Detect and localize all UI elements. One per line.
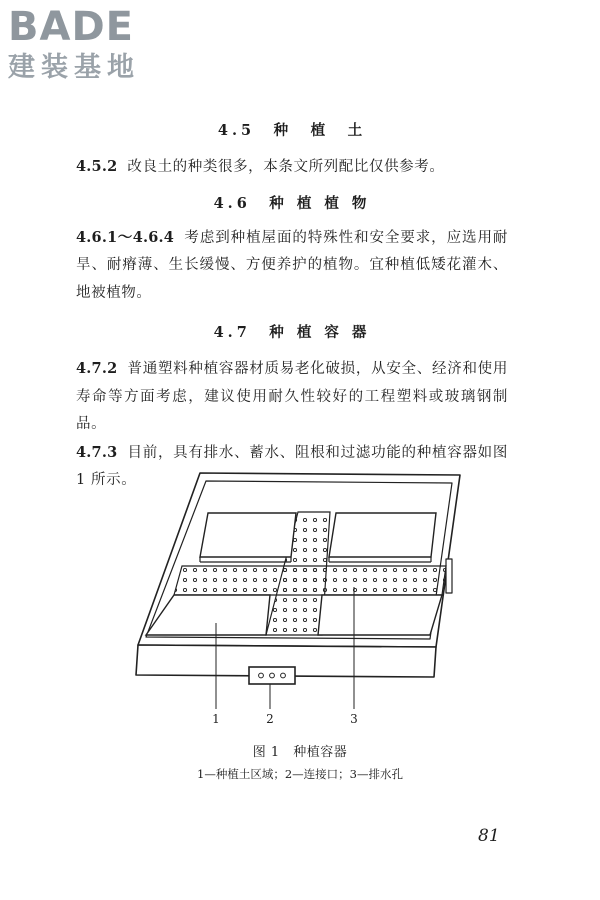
clause-text: 考虑到种植屋面的特殊性和安全要求，应选用耐旱、耐瘠薄、生长缓慢、方便养护的植物。宜种植低矮花灌木、地被植物。	[76, 229, 508, 301]
clause-text: 改良土的种类很多，本条文所列配比仅供参考。	[127, 159, 445, 175]
connection-port	[249, 667, 295, 684]
side-port	[446, 559, 452, 593]
clause-4-5-2	[76, 153, 508, 182]
section-heading-4-6: 4.6 种 植 植 物	[213, 194, 371, 212]
clause-text: 普通塑料种植容器材质易老化破损，从安全、经济和使用寿命等方面考虑，建议使用耐久性较好的工程塑料或玻璃钢制品。	[76, 361, 508, 432]
section-heading-4-5: 4.5 种 植 土	[217, 122, 367, 139]
callout-3: 3	[350, 712, 358, 726]
clause-number: 4.5.2	[76, 158, 118, 175]
callout-1: 1	[212, 712, 220, 726]
logo-tagline: 建装基地	[8, 52, 140, 83]
clause-4-6-1-to-4-6-4	[76, 224, 508, 308]
clause-number: 4.7.3	[76, 443, 118, 461]
figure-title: 图 1 种植容器	[252, 745, 348, 760]
soil-area-bottom-right	[318, 595, 442, 635]
figure-legend: 1—种植土区域；2—连接口；3—排水孔	[197, 767, 403, 781]
drainage-channel-horizontal	[174, 566, 446, 595]
logo-text: BADE	[8, 4, 134, 50]
page-number: 81	[478, 826, 500, 846]
clause-number: 4.6.1～4.6.4	[76, 228, 175, 246]
clause-4-7-2	[76, 355, 508, 439]
clause-text: 目前，具有排水、蓄水、阻根和过滤功能的种植容器如图 1 所示。	[76, 444, 508, 488]
clause-number: 4.7.2	[76, 360, 118, 377]
watermark-logo	[8, 4, 140, 84]
callout-2: 2	[266, 712, 274, 726]
soil-area-top-right	[329, 513, 436, 557]
soil-area-top-left	[200, 513, 296, 557]
page-body	[76, 115, 508, 495]
section-heading-4-7: 4.7 种 植 容 器	[213, 324, 371, 341]
planting-container-diagram	[130, 465, 470, 727]
